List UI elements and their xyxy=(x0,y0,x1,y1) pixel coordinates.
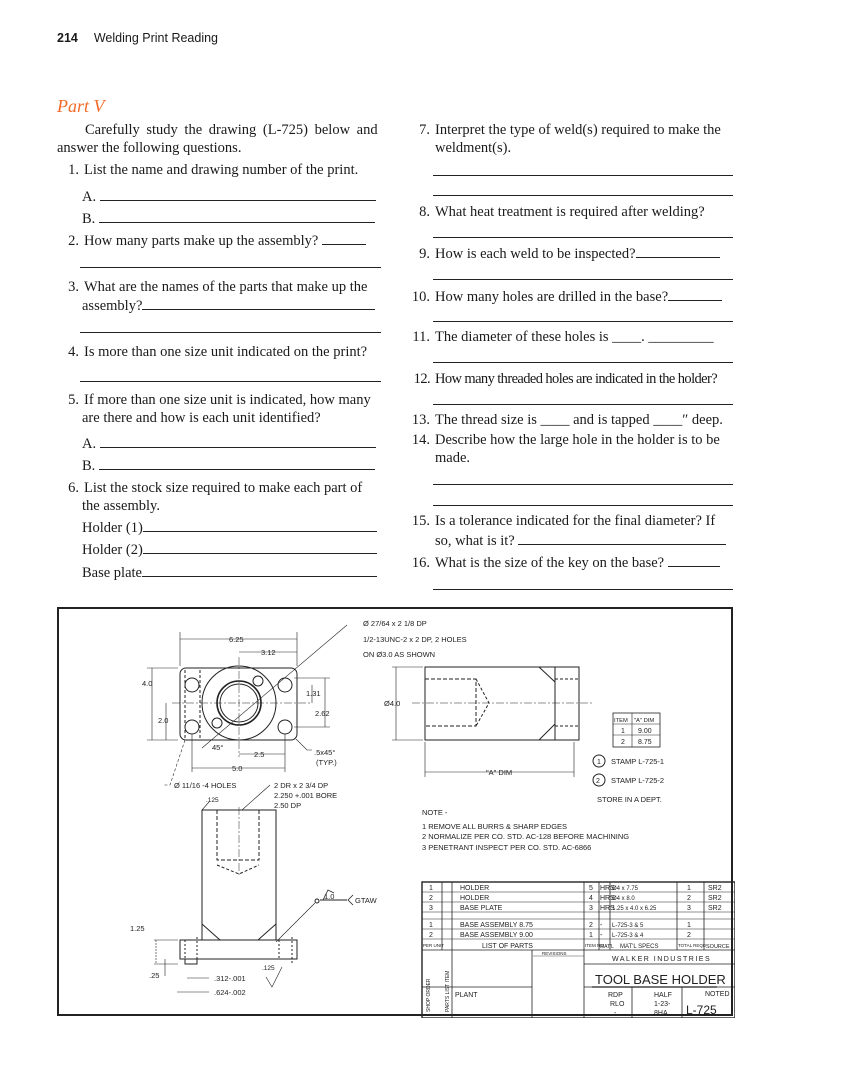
answer-5a[interactable]: A. xyxy=(82,434,376,453)
dim-a: "A" DIM xyxy=(486,768,513,777)
parts-list-cell: 1 xyxy=(687,885,691,892)
parts-list-cell: BASE ASSEMBLY 8.75 xyxy=(460,922,533,929)
answer-line-3[interactable] xyxy=(80,332,381,333)
answer-holder-1[interactable]: Holder (1) xyxy=(82,518,377,537)
parts-list-cell: 1 xyxy=(429,922,433,929)
parts-list-cell: Ø4 x 8.0 xyxy=(612,896,635,902)
question-14-cont: made. xyxy=(435,450,471,466)
parts-list-cell: 3 xyxy=(589,905,593,912)
parts-list-cell: 2 xyxy=(589,922,593,929)
weld-size-top: .125 xyxy=(206,797,219,804)
book-title: Welding Print Reading xyxy=(93,31,219,45)
question-6-cont: the assembly. xyxy=(82,498,160,514)
dim-3-12: 3.12 xyxy=(261,648,276,657)
item-table-header-dim: "A" DIM xyxy=(634,718,655,724)
stamp-1-number: 1 xyxy=(597,759,601,766)
question-10[interactable]: 10. How many holes are drilled in the base? xyxy=(408,287,722,306)
dim-0-25: .25 xyxy=(149,971,160,980)
answer-line-9[interactable] xyxy=(433,279,733,280)
parts-header-total: TOTAL REQD xyxy=(678,943,707,948)
drawn-by: RDP xyxy=(608,992,623,999)
bore-note-3: 2.50 DP xyxy=(274,801,302,810)
question-6: 6. List the stock size required to make each part of xyxy=(68,480,363,496)
parts-list-cell: 1 xyxy=(429,885,433,892)
callout-bolt-circle: ON Ø3.0 AS SHOWN xyxy=(363,650,436,659)
answer-line-12[interactable] xyxy=(433,404,733,405)
engineering-drawing-l725 xyxy=(57,607,733,1016)
stamp-2-number: 2 xyxy=(596,778,600,785)
answer-line-14a[interactable] xyxy=(433,484,733,485)
stamp-2-text: STAMP L-725-2 xyxy=(611,776,665,785)
chamfer-note: .5x45° xyxy=(314,748,336,757)
bore-note-2: 2.250 +.001 BORE xyxy=(274,791,338,800)
dim-2-0: 2.0 xyxy=(158,716,169,725)
answer-line-14b[interactable] xyxy=(433,505,733,506)
answer-line-10[interactable] xyxy=(433,321,733,322)
dim-2-62: 2.62 xyxy=(315,709,330,718)
plant-label: PLANT xyxy=(455,992,478,999)
parts-list-cell: 4 xyxy=(589,895,593,902)
dim-5-0: 5.0 xyxy=(232,764,243,773)
answer-5b[interactable]: B. xyxy=(82,456,375,475)
weld-process: GTAW xyxy=(355,896,377,905)
parts-header-source: SOURCE xyxy=(706,944,730,950)
parts-list-cell: HOLDER xyxy=(460,885,490,892)
answer-line-7b[interactable] xyxy=(433,195,733,196)
side-view xyxy=(392,667,660,786)
page-number: 214 xyxy=(57,31,78,45)
parts-list-cell: 1 xyxy=(589,932,593,939)
item-table-cell: 2 xyxy=(621,739,625,746)
callout-thread: 1/2-13UNC-2 x 2 DP, 2 HOLES xyxy=(363,635,467,644)
parts-list-cell: 5 xyxy=(589,885,593,892)
parts-list-cell: 2 xyxy=(687,932,691,939)
dim-6-25: 6.25 xyxy=(229,635,244,644)
question-2[interactable]: 2. How many parts make up the assembly? xyxy=(57,231,366,250)
question-15-cont[interactable]: so, what is it? xyxy=(435,531,726,550)
question-7-cont: weldment(s). xyxy=(435,140,512,156)
parts-list-cell: HRS xyxy=(600,885,615,892)
intro-line-1: Carefully study the drawing (L-725) below and xyxy=(85,122,378,138)
parts-list-cell: - xyxy=(600,932,603,939)
question-3: 3. What are the names of the parts that make up the xyxy=(68,279,368,295)
item-table-header-item: ITEM xyxy=(614,718,628,724)
date-suffix: 8HA xyxy=(654,1010,668,1017)
question-7: 7. Interpret the type of weld(s) required to make the xyxy=(419,122,721,138)
callout-tap-drill: Ø 27/64 x 2 1/8 DP xyxy=(363,619,427,628)
parts-list-cell: BASE PLATE xyxy=(460,905,503,912)
parts-list-cell: L-725-3 & 4 xyxy=(612,933,644,939)
dim-diameter-4-0: Ø4.0 xyxy=(384,699,401,708)
parts-list-cell: 1.25 x 4.0 x 6.25 xyxy=(612,906,657,912)
answer-line-2[interactable] xyxy=(80,267,381,268)
dim-4-0: 4.0 xyxy=(142,679,153,688)
note-3: 3 PENETRANT INSPECT PER CO. STD. AC-6866 xyxy=(422,843,592,852)
answer-line-8[interactable] xyxy=(433,237,733,238)
question-15: 15. Is a tolerance indicated for the final diameter? If xyxy=(411,513,716,529)
stamp-1-text: STAMP L-725-1 xyxy=(611,757,665,766)
parts-list-cell: HRS xyxy=(600,905,615,912)
parts-list-cell: BASE ASSEMBLY 9.00 xyxy=(460,932,533,939)
drawing-title: TOOL BASE HOLDER xyxy=(595,972,726,987)
approved-by: - xyxy=(614,1010,617,1017)
parts-list-cell: Ø4 x 7.75 xyxy=(612,886,639,892)
answer-line-16[interactable] xyxy=(433,589,733,590)
revisions-label: REVISIONS xyxy=(542,951,567,956)
question-13[interactable]: 13. The thread size is ____ and is tapped ____″ deep. xyxy=(411,412,723,428)
intro-line-2: answer the following questions. xyxy=(57,140,242,156)
parts-list-cell: 2 xyxy=(429,932,433,939)
answer-line-4[interactable] xyxy=(80,381,381,382)
drawing-number: L-725 xyxy=(686,1003,717,1017)
section-title: Part V xyxy=(57,96,105,116)
question-3-cont[interactable]: assembly? xyxy=(82,296,375,315)
note-1: 1 REMOVE ALL BURRS & SHARP EDGES xyxy=(422,822,568,831)
parts-list-cell: 2 xyxy=(429,895,433,902)
question-14: 14. Describe how the large hole in the holder is to be xyxy=(411,432,720,448)
shop-order-label: SHOP ORDER xyxy=(426,978,432,1012)
question-5: 5. If more than one size unit is indicated, how many xyxy=(68,392,371,408)
dim-key-slot: .624-.002 xyxy=(214,988,246,997)
answer-line-11[interactable] xyxy=(433,362,733,363)
store-note: STORE IN A DEPT. xyxy=(597,795,662,804)
parts-header-per-unit: PER UNIT xyxy=(423,943,445,948)
answer-1b[interactable]: B. xyxy=(82,209,375,228)
question-11[interactable]: 11. The diameter of these holes is ____. _________ xyxy=(412,329,714,345)
holes-note: Ø 11/16 -4 HOLES xyxy=(174,781,237,790)
parts-list-cell: SR2 xyxy=(708,885,722,892)
parts-list-cell: SR2 xyxy=(708,905,722,912)
dim-key-width: .312-.001 xyxy=(214,974,246,983)
notes-title: NOTE - xyxy=(422,808,448,817)
dim-45-deg: 45° xyxy=(212,743,224,752)
question-8: 8. What heat treatment is required after welding? xyxy=(419,204,705,220)
dim-1-25: 1.25 xyxy=(130,924,145,933)
item-table-cell: 1 xyxy=(621,728,625,735)
weld-size: 1.0 xyxy=(324,892,335,901)
tolerance: NOTED xyxy=(705,991,730,998)
parts-list-cell: HOLDER xyxy=(460,895,490,902)
parts-list-cell: 3 xyxy=(429,905,433,912)
parts-list-cell: 1 xyxy=(687,922,691,929)
dim-1-31: 1.31 xyxy=(306,689,321,698)
bore-note-1: 2 DR x 2 3/4 DP xyxy=(274,781,329,790)
parts-list-cell: SR2 xyxy=(708,895,722,902)
answer-base-plate[interactable]: Base plate xyxy=(82,563,377,582)
checked-by: RLO xyxy=(610,1001,625,1008)
weld-size-bottom: .125 xyxy=(262,965,275,972)
running-header xyxy=(57,31,218,45)
question-12: 12. How many threaded holes are indicated in the holder? xyxy=(413,371,718,387)
chamfer-typ: (TYP.) xyxy=(316,758,337,767)
question-9[interactable]: 9. How is each weld to be inspected? xyxy=(408,244,720,263)
parts-header-title: LIST OF PARTS xyxy=(482,943,533,950)
parts-header-material: MAT'L xyxy=(600,944,614,950)
date: 1-23- xyxy=(654,1001,671,1008)
question-4: 4. Is more than one size unit indicated on the print? xyxy=(68,344,368,360)
item-table-cell: 8.75 xyxy=(638,739,652,746)
question-16[interactable]: 16. What is the size of the key on the base? xyxy=(408,553,720,572)
company-name: WALKER INDUSTRIES xyxy=(612,956,712,963)
dim-2-5: 2.5 xyxy=(254,750,265,759)
scale: HALF xyxy=(654,992,672,999)
parts-list-cell: L-725-3 & 5 xyxy=(612,923,644,929)
parts-list-cell: HRS xyxy=(600,895,615,902)
question-5-cont: are there and how is each unit identified? xyxy=(82,410,321,426)
answer-holder-2[interactable]: Holder (2) xyxy=(82,540,377,559)
item-table-cell: 9.00 xyxy=(638,728,652,735)
parts-list-cell: 3 xyxy=(687,905,691,912)
parts-list-cell: - xyxy=(600,922,603,929)
parts-list-item-label: PARTS LIST ITEM xyxy=(445,970,451,1012)
drawing-svg xyxy=(59,609,735,1018)
answer-1a[interactable]: A. xyxy=(82,187,376,206)
parts-header-item: ITEM NO xyxy=(585,943,604,948)
answer-line-7a[interactable] xyxy=(433,175,733,176)
parts-header-specs: MAT'L SPECS xyxy=(620,944,659,950)
question-1: 1. List the name and drawing number of the print. xyxy=(68,162,359,178)
note-2: 2 NORMALIZE PER CO. STD. AC-128 BEFORE MACHINING xyxy=(422,832,630,841)
parts-list-cell: 2 xyxy=(687,895,691,902)
